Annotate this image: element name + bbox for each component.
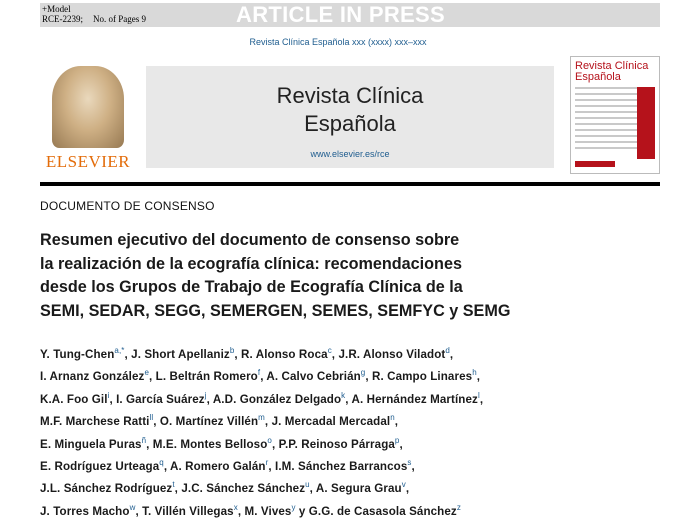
affiliation-marker[interactable]: y [291,502,296,512]
page-count: No. of Pages 9 [93,14,147,24]
author-separator: , [345,392,352,406]
author-separator: , [153,415,160,429]
journal-title-box [146,66,554,168]
author-separator: , [146,437,153,451]
article-in-press-bar [40,3,660,27]
author-separator: , [331,348,339,361]
author-name: E. Rodríguez Urteaga [40,460,160,474]
affiliation-marker[interactable]: v [401,480,406,490]
author-name: G.G. de Casasola Sánchez [308,504,457,518]
cover-publisher-mark [575,161,615,167]
article-title [40,229,600,323]
author-name: A. Calvo Cebrián [266,370,361,384]
affiliation-marker[interactable]: c [327,346,332,355]
author-name: J.R. Alonso Viladot [338,348,446,361]
author-separator: , [163,460,171,474]
elsevier-tree-icon [52,66,124,148]
affiliation-marker[interactable]: t [172,480,175,490]
author-name: T. Villén Villegas [142,504,234,518]
journal-header [40,56,660,184]
cover-color-strip [637,87,655,159]
author-name: P.P. Reinoso Párraga [278,437,395,451]
affiliation-marker[interactable]: s [407,458,412,468]
cover-text-lines [575,87,637,153]
author-separator: , [264,415,272,429]
affiliation-marker[interactable]: u [305,480,310,490]
author-separator: y [295,504,309,518]
author-separator: , [237,504,245,518]
affiliation-marker[interactable]: r [265,458,269,468]
author-name: R. Campo Linares [372,370,473,384]
author-line [40,432,660,454]
author-separator: , [268,460,276,474]
author-name: I.M. Sánchez Barrancos [275,460,408,474]
journal-title-line-2: Española [304,111,396,136]
author-separator: , [476,370,481,384]
author-name: A.D. González Delgado [212,392,342,406]
article-title-line: desde los Grupos de Trabajo de Ecografía Clínica de la [40,278,463,296]
author-separator: , [109,392,117,406]
affiliation-marker[interactable]: q [159,458,164,468]
author-name: A. Segura Grau [315,482,402,496]
affiliation-marker[interactable]: ñ [141,435,147,445]
affiliation-marker[interactable]: e [144,368,150,378]
author-line [40,454,660,476]
author-name: M. Vives [244,504,292,518]
author-name: J. Torres Macho [40,504,130,518]
author-separator: , [309,482,316,496]
affiliation-marker[interactable]: o [267,435,272,445]
affiliation-marker[interactable]: h [472,368,477,378]
affiliation-marker[interactable]: d [445,346,450,355]
author-list [40,342,660,521]
affiliation-marker[interactable]: f [257,368,261,378]
affiliation-marker[interactable]: l [477,390,480,400]
author-separator: , [479,392,484,406]
author-line [40,364,660,386]
author-name: J. Mercadal Mercadal [271,415,391,429]
affiliation-marker[interactable]: i [107,390,110,400]
author-separator: , [260,370,267,384]
author-separator: , [124,348,132,361]
affiliation-marker[interactable]: g [360,368,366,378]
affiliation-marker[interactable]: x [233,502,238,512]
author-line [40,409,660,431]
affiliation-marker[interactable]: p [394,435,400,445]
elsevier-logo [40,64,136,174]
journal-url-link[interactable]: www.elsevier.es/rce [310,149,390,159]
journal-title [146,82,554,138]
author-separator: , [399,437,403,451]
journal-citation: Revista Clínica Española xxx (xxxx) xxx–xxx [249,37,427,47]
author-name: A. Romero Galán [170,460,266,474]
publisher-name: ELSEVIER [45,152,131,171]
manuscript-code: RCE-2239; [42,14,84,24]
article-in-press-banner: ARTICLE IN PRESS [236,2,445,27]
article-title-line: SEMI, SEDAR, SEGG, SEMERGEN, SEMES, SEMFYC y SEMG [40,301,511,320]
author-name: J. Short Apellaniz [131,348,230,361]
author-name: M.E. Montes Belloso [152,437,268,451]
model-label: +Model [42,4,71,14]
author-name: R. Alonso Roca [241,348,328,361]
author-name: I. Arnanz González [40,370,145,384]
affiliation-marker[interactable]: b [229,346,235,355]
header-divider [40,182,660,186]
cover-title: Revista Clínica Española [575,60,649,83]
article-title-line: Resumen ejecutivo del documento de consenso sobre [40,231,460,249]
author-name: K.A. Foo Gil [40,392,108,406]
manuscript-info [42,4,156,24]
author-separator: , [411,460,415,474]
author-separator: , [394,415,399,429]
author-separator: , [365,370,373,384]
author-line [40,387,660,409]
affiliation-marker[interactable]: m [258,413,265,423]
author-separator: , [206,392,213,406]
author-name: J.L. Sánchez Rodríguez [40,482,173,496]
author-separator: , [271,437,279,451]
author-name: J.C. Sánchez Sánchez [181,482,306,496]
affiliation-marker[interactable]: ll [149,413,154,423]
article-title-line: la realización de la ecografía clínica: recomendaciones [40,254,462,273]
affiliation-marker[interactable]: w [129,502,136,512]
author-separator: , [135,504,143,518]
affiliation-marker[interactable]: j [204,390,207,400]
author-name: I. García Suárez [116,392,205,406]
author-separator: , [405,482,410,496]
author-line [40,476,660,498]
author-name: Y. Tung-Chen [40,348,115,361]
author-name: M.F. Marchese Ratti [40,415,150,429]
author-separator: , [234,348,242,361]
affiliation-marker[interactable]: z [456,502,461,512]
author-separator: , [449,348,454,361]
author-name: L. Beltrán Romero [155,370,258,384]
affiliation-marker[interactable]: k [341,390,346,400]
affiliation-marker[interactable]: a,* [114,346,125,355]
author-name: O. Martínez Villén [159,415,259,429]
journal-title-line-1: Revista Clínica [276,83,424,108]
author-separator: , [149,370,156,384]
affiliation-marker[interactable]: n [390,413,395,423]
author-line [40,342,660,364]
journal-cover-thumbnail [570,56,660,174]
author-separator: , [174,482,182,496]
document-type: DOCUMENTO DE CONSENSO [40,199,215,213]
author-line [40,499,660,521]
author-name: E. Minguela Puras [40,437,142,451]
author-name: A. Hernández Martínez [351,392,478,406]
